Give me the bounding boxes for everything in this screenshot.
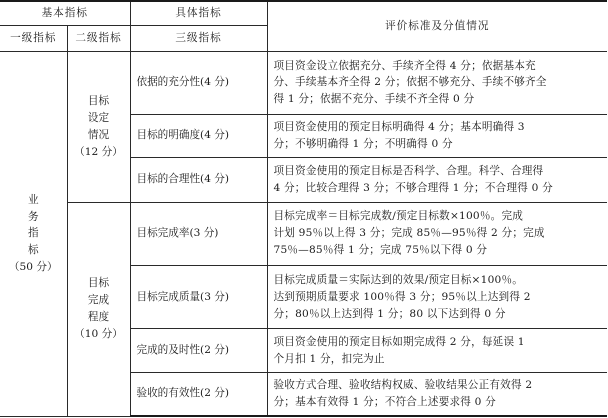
level1-business-indicator	[0, 52, 67, 416]
level3-completion-quality: 目标完成质量(3 分)	[130, 266, 267, 329]
level2-line: 程度	[87, 311, 110, 324]
header-level1: 一级指标	[0, 26, 67, 52]
level2-line: （10 分）	[74, 328, 123, 341]
level2-goal-setting	[67, 52, 130, 202]
level3-acceptance-validity: 验收的有效性(2 分)	[130, 372, 267, 416]
level2-line: 设定	[87, 112, 110, 125]
level1-line: 务	[27, 210, 39, 223]
header-specific-indicator: 具体指标	[130, 1, 267, 26]
level3-goal-rationality: 目标的合理性(4 分)	[130, 158, 267, 203]
criteria-line: 项目资金使用的预定目标如期完成得 2 分，每延误 1	[273, 335, 525, 348]
criteria-line: 个月扣 1 分，扣完为止	[273, 352, 385, 365]
criteria-goal-clarity	[267, 114, 607, 158]
criteria-goal-rationality	[267, 158, 607, 203]
criteria-line: 目标完成质量＝实际达到的效果/预定目标×100％。	[273, 273, 524, 286]
criteria-acceptance-validity	[267, 372, 607, 416]
level3-basis-sufficiency: 依据的充分性(4 分)	[130, 52, 267, 114]
level2-line: （12 分）	[74, 145, 123, 158]
header-level3: 三级指标	[130, 26, 267, 52]
criteria-completion-quality	[267, 266, 607, 329]
level2-line: 目标	[87, 95, 110, 108]
level1-line: 业	[27, 193, 39, 206]
level3-completion-rate: 目标完成率(3 分)	[130, 202, 267, 265]
level2-goal-completion	[67, 202, 130, 416]
criteria-line: 达到预期质量要求 100％得 3 分；95％以上达到得 2	[273, 290, 531, 303]
criteria-line: 分；不够明确得 1 分；不明确得 0 分	[273, 137, 453, 150]
criteria-line: 目标完成率＝目标完成数/预定目标数×100％。完成	[273, 210, 524, 223]
level1-line: （50 分）	[8, 261, 58, 274]
level1-line: 标	[27, 244, 39, 257]
criteria-line: 得 1 分；依据不充分、手续不齐全得 0 分	[273, 93, 475, 106]
criteria-line: 分；基本有效得 1 分；不符合上述要求得 0 分	[273, 395, 496, 408]
criteria-line: 项目资金使用的预定目标是否科学、合理。科学、合理得	[273, 165, 544, 177]
criteria-line: 4 分；比较合理得 3 分；不够合理得 1 分；不合理得 0 分	[273, 181, 553, 194]
level2-line: 目标	[87, 277, 110, 290]
level3-completion-timeliness: 完成的及时性(2 分)	[130, 329, 267, 373]
criteria-line: 项目资金使用的预定目标明确得 4 分；基本明确得 3	[273, 120, 525, 133]
criteria-line: 计划 95％以上得 3 分；完成 85％—95％得 2 分；完成	[273, 227, 545, 240]
level1-line: 指	[27, 227, 39, 240]
criteria-line: 分、手续基本齐全得 2 分；依据不够充分、手续不够齐全	[273, 76, 547, 89]
header-basic-indicator: 基本指标	[0, 1, 130, 26]
criteria-line: 75％—85％得 1 分；完成 75％以下得 0 分	[273, 244, 488, 257]
criteria-completion-timeliness	[267, 329, 607, 373]
header-level2: 二级指标	[67, 26, 130, 52]
level2-line: 情况	[87, 129, 110, 142]
level3-goal-clarity: 目标的明确度(4 分)	[130, 114, 267, 158]
criteria-line: 分；80％以上达到得 1 分；80 以下达到得 0 分	[273, 307, 506, 320]
level2-line: 完成	[87, 294, 110, 307]
criteria-basis-sufficiency	[267, 52, 607, 114]
criteria-completion-rate	[267, 202, 607, 265]
criteria-line: 项目资金设立依据充分、手续齐全得 4 分；依据基本充	[273, 59, 536, 72]
criteria-line: 验收方式合理、验收结构权威、验收结果公正有效得 2	[273, 379, 533, 391]
header-criteria: 评价标准及分值情况	[267, 1, 607, 52]
